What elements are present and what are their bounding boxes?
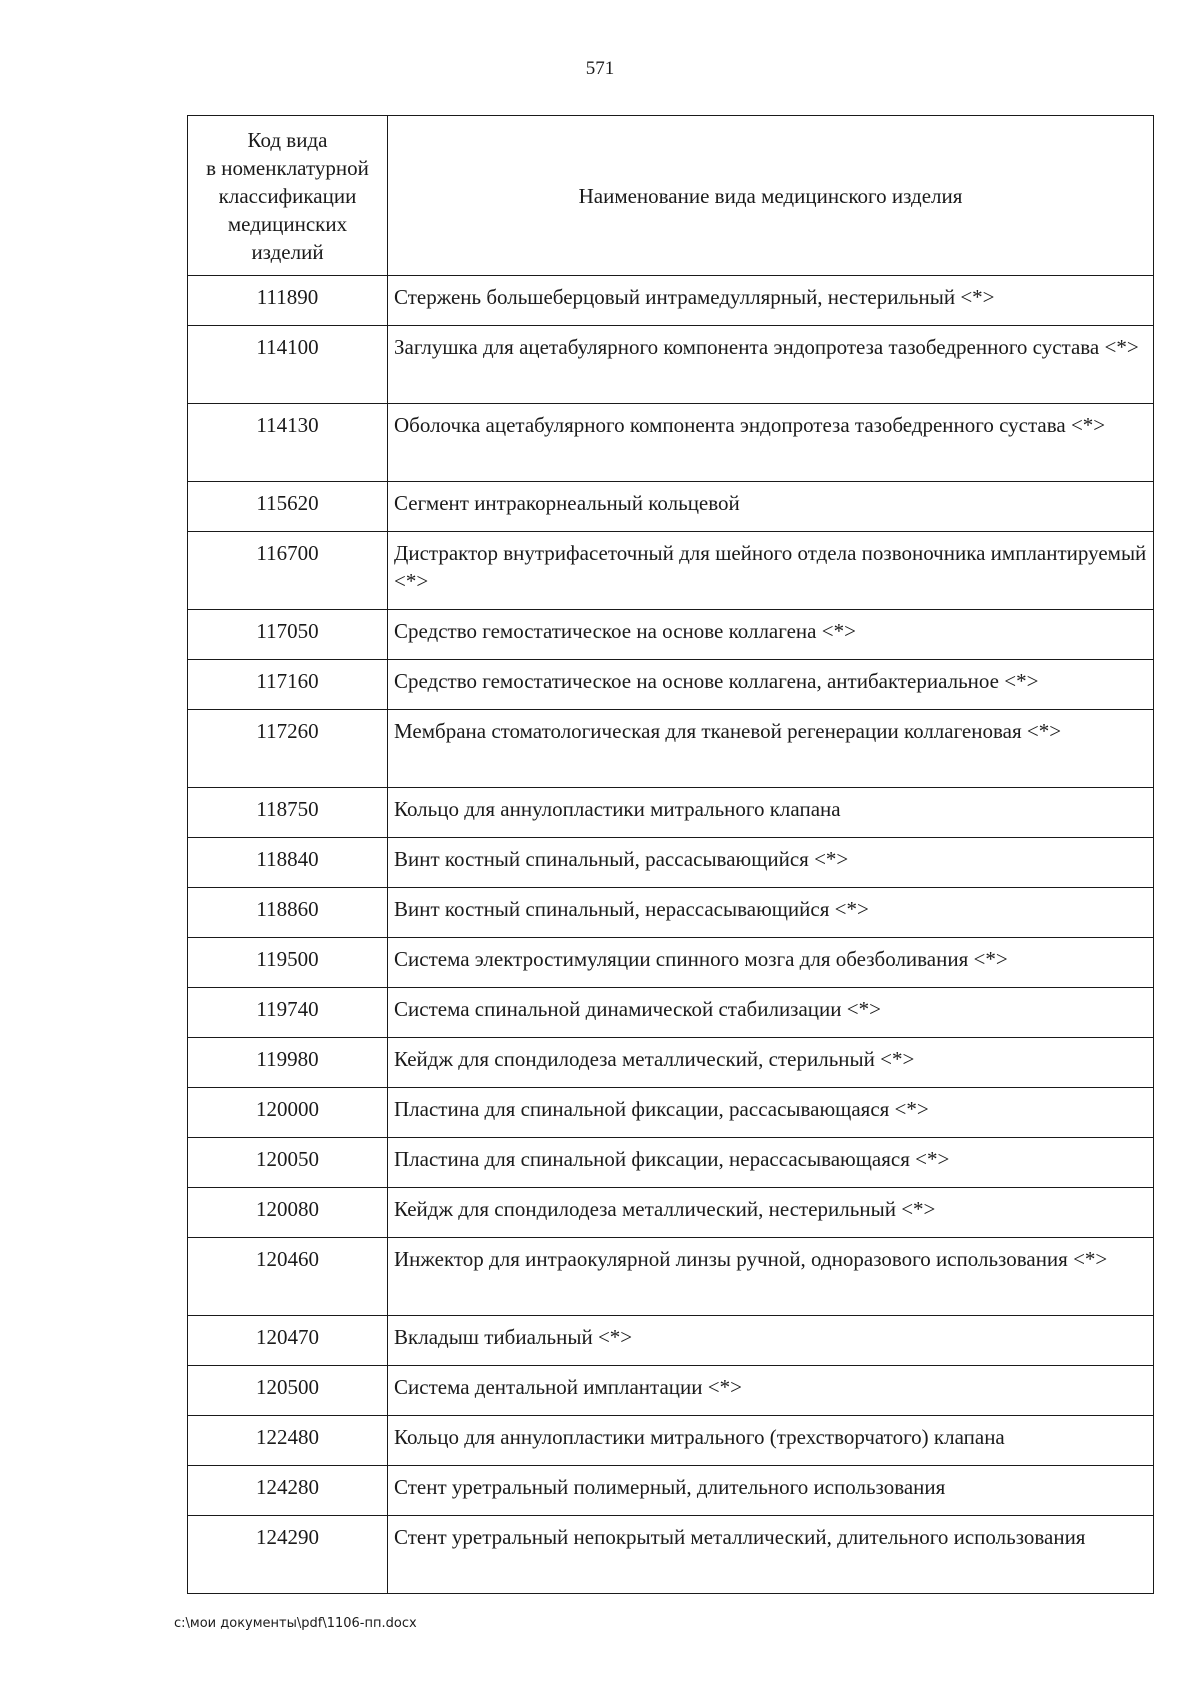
device-name: Сегмент интракорнеальный кольцевой [388,482,1154,532]
table-header-row [188,116,1154,276]
medical-device-table [187,115,1154,1594]
device-name: Стент уретральный полимерный, длительного использования [388,1466,1154,1516]
table-row [188,1138,1154,1188]
table-row [188,1466,1154,1516]
device-code: 120050 [188,1138,388,1188]
device-name: Стержень большеберцовый интрамедуллярный, нестерильный <*> [388,276,1154,326]
device-code: 120500 [188,1366,388,1416]
device-name: Средство гемостатическое на основе коллагена, антибактериальное <*> [388,660,1154,710]
table-row [188,788,1154,838]
page-number: 571 [585,58,615,79]
device-code: 119500 [188,938,388,988]
table-row [188,404,1154,482]
table-row [188,888,1154,938]
header-code-line: изделий [251,239,324,264]
table-row [188,1038,1154,1088]
device-name: Заглушка для ацетабулярного компонента эндопротеза тазобедренного сустава <*> [388,326,1154,404]
table-row [188,988,1154,1038]
device-name: Инжектор для интраокулярной линзы ручной, одноразового использования <*> [388,1238,1154,1316]
device-code: 114130 [188,404,388,482]
device-name: Оболочка ацетабулярного компонента эндопротеза тазобедренного сустава <*> [388,404,1154,482]
header-code-column [188,116,388,276]
table-row [188,1188,1154,1238]
device-code: 119980 [188,1038,388,1088]
device-name: Система дентальной имплантации <*> [388,1366,1154,1416]
device-code: 122480 [188,1416,388,1466]
header-code-line: медицинских [227,211,348,236]
device-name: Винт костный спинальный, нерассасывающийся <*> [388,888,1154,938]
device-code: 116700 [188,532,388,610]
device-code: 114100 [188,326,388,404]
table-row [188,838,1154,888]
device-code: 119740 [188,988,388,1038]
device-name: Кейдж для спондилодеза металлический, стерильный <*> [388,1038,1154,1088]
table-row [188,610,1154,660]
device-code: 120000 [188,1088,388,1138]
footer-file-path: c:\мои документы\pdf\1106-пп.docx [174,1616,417,1631]
table-row [188,276,1154,326]
table-row [188,1316,1154,1366]
device-name: Пластина для спинальной фиксации, нерассасывающаяся <*> [388,1138,1154,1188]
device-code: 124290 [188,1516,388,1594]
table-row [188,938,1154,988]
table-row [188,660,1154,710]
table-row [188,326,1154,404]
device-name: Пластина для спинальной фиксации, рассасывающаяся <*> [388,1088,1154,1138]
device-name: Средство гемостатическое на основе коллагена <*> [388,610,1154,660]
device-code: 111890 [188,276,388,326]
device-name: Кейдж для спондилодеза металлический, нестерильный <*> [388,1188,1154,1238]
device-code: 118750 [188,788,388,838]
device-name: Дистрактор внутрифасеточный для шейного отдела позвоночника имплантируемый <*> [388,532,1154,610]
table-row [188,1516,1154,1594]
device-name: Система электростимуляции спинного мозга для обезболивания <*> [388,938,1154,988]
table-row [188,1238,1154,1316]
device-name: Мембрана стоматологическая для тканевой регенерации коллагеновая <*> [388,710,1154,788]
table-row [188,710,1154,788]
table-row [188,1416,1154,1466]
device-code: 118860 [188,888,388,938]
device-code: 120080 [188,1188,388,1238]
header-code-line: Код вида [247,127,328,152]
device-code: 120460 [188,1238,388,1316]
table-row [188,1088,1154,1138]
device-name: Стент уретральный непокрытый металлический, длительного использования [388,1516,1154,1594]
device-name: Вкладыш тибиальный <*> [388,1316,1154,1366]
device-name: Система спинальной динамической стабилизации <*> [388,988,1154,1038]
device-code: 124280 [188,1466,388,1516]
device-code: 120470 [188,1316,388,1366]
table-row [188,482,1154,532]
device-code: 117260 [188,710,388,788]
header-code-line: в номенклатурной [206,155,369,180]
device-name: Кольцо для аннулопластики митрального (трехстворчатого) клапана [388,1416,1154,1466]
device-code: 115620 [188,482,388,532]
table-row [188,532,1154,610]
device-code: 118840 [188,838,388,888]
device-name: Кольцо для аннулопластики митрального клапана [388,788,1154,838]
device-code: 117050 [188,610,388,660]
device-code: 117160 [188,660,388,710]
header-name-column: Наименование вида медицинского изделия [388,116,1154,276]
device-name: Винт костный спинальный, рассасывающийся <*> [388,838,1154,888]
header-code-line: классификации [218,183,357,208]
table-row [188,1366,1154,1416]
